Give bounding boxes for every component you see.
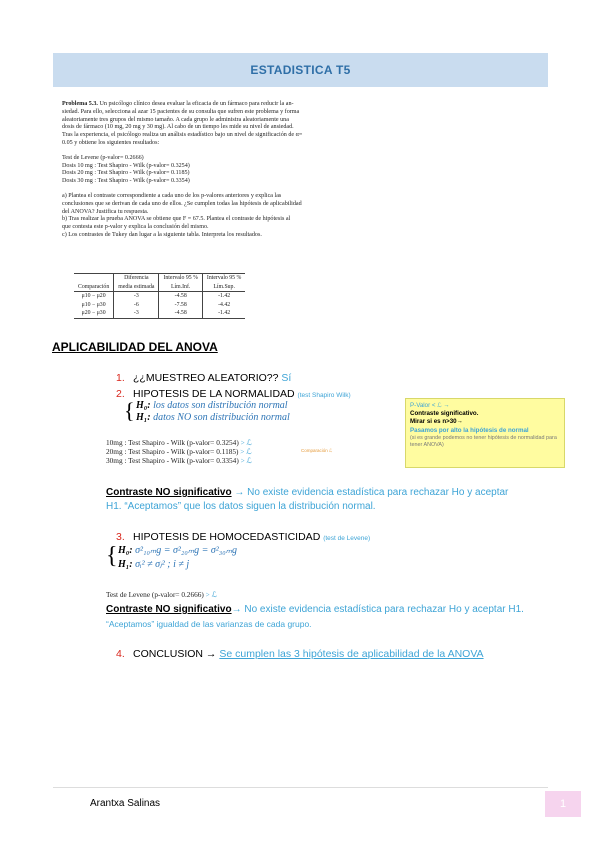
problem-line: dosis de fármaco (10 mg, 20 mg y 30 mg). Al cabo de un tiempo les mide su nivel de ansiedad. xyxy=(62,124,294,131)
table-header-cell: Comparación xyxy=(74,283,114,292)
problem-line: siedad. Para ello, selecciona al azar 15 pacientes de su consulta que sufren este problema y forma xyxy=(62,108,300,115)
h1-label: H₁: xyxy=(136,412,151,423)
comparison-note: Comparación ℒ xyxy=(301,448,333,453)
table-header-cell xyxy=(74,274,114,283)
brace-icon: { xyxy=(106,543,118,569)
table-header-cell: Lím.Inf. xyxy=(159,283,202,292)
table-cell: -6 xyxy=(114,301,159,310)
contrast-text: → No existe evidencia estadística para rechazar Ho y aceptar xyxy=(231,487,509,498)
h0-label: H₀: xyxy=(118,545,133,556)
table-cell: -4.42 xyxy=(202,301,245,310)
item-text: ¿¿MUESTREO ALEATORIO?? xyxy=(133,372,282,384)
comment-line: P-Valor < ℒ → xyxy=(410,402,450,409)
result-line: Test de Levene (p-valor= 0.2666) xyxy=(62,154,144,161)
test-line: 20mg : Test Shapiro - Wilk (p-valor= 0.1185) > ℒ xyxy=(106,447,252,456)
question-line: conclusiones que se derivan de cada uno de ellos. ¿Se cumplen todas las hipótesis de aplicabilidad xyxy=(62,200,302,207)
margin-comment xyxy=(405,398,565,468)
item-title: HIPOTESIS DE LA NORMALIDAD xyxy=(133,388,298,400)
table-cell: -3 xyxy=(114,292,159,301)
contrast-label: Contraste NO significativo xyxy=(106,604,232,615)
problem-line: Problema 5.3. Un psicólogo clínico desea evaluar la eficacia de un fármaco para reducir la an- xyxy=(62,101,294,107)
homoscedasticity-hypotheses xyxy=(106,543,237,572)
test-line: 30mg : Test Shapiro - Wilk (p-valor= 0.3354) > ℒ xyxy=(106,456,252,465)
normality-conclusion xyxy=(106,486,546,514)
page-title: ESTADISTICA T5 xyxy=(250,63,351,77)
table-header-cell: Intervalo 95 % xyxy=(159,274,202,283)
brace-icon: { xyxy=(124,398,135,423)
table-header-cell: Lím.Sup. xyxy=(202,283,245,292)
question-line: b) Tras realizar la prueba ANOVA se obtiene que F = 67.5. Plantea el contraste de hipótesis al xyxy=(62,216,291,223)
item-note: (test de Levene) xyxy=(323,535,371,542)
table-cell: μ20 − μ30 xyxy=(74,309,114,318)
contrast-text: → No existe evidencia estadística para rechazar Ho y aceptar H1. xyxy=(231,604,524,615)
normality-hypotheses xyxy=(124,398,290,424)
question-line: que contesta este p-valor y explica la conclusión del mismo. xyxy=(62,224,209,231)
h1-text: datos NO son distribución normal xyxy=(150,412,290,423)
h1-line xyxy=(110,558,237,572)
levene-result: Test de Levene (p-valor= 0.2666) > ℒ xyxy=(106,590,217,599)
h1-line xyxy=(128,412,290,424)
page-header xyxy=(53,53,548,87)
table-cell: -3 xyxy=(114,309,159,318)
table-cell: -1.42 xyxy=(202,309,245,318)
table-row xyxy=(74,292,245,301)
result-line: Dosis 20 mg : Test Shapiro - Wilk (p-valor= 0.1185) xyxy=(62,170,190,177)
item-number: 4. xyxy=(116,648,125,660)
comment-line: Mirar si es n>30→ xyxy=(410,418,463,426)
comment-line: Contraste significativo. xyxy=(410,410,479,418)
contrast-text-2: “Aceptamos” igualdad de las varianzas de cada grupo. xyxy=(106,619,312,629)
conclusion-label: CONCLUSION → xyxy=(133,648,220,660)
h0-line xyxy=(110,544,237,558)
h1-text: σᵢ² ≠ σⱼ² ; i ≠ j xyxy=(132,559,190,570)
comment-line: (si es grande podemos no tener hipótesis de normalidad para tener ANOVA) xyxy=(410,434,557,448)
item-note: (test Shapiro Wilk) xyxy=(297,392,351,399)
section-title: APLICABILIDAD DEL ANOVA xyxy=(52,340,218,354)
question-line: del ANOVA? Justifica tu respuesta. xyxy=(62,208,149,215)
contrast-text-2: H1. “Aceptamos” que los datos siguen la distribución normal. xyxy=(106,501,376,512)
h0-text: σ²₁₀ₘg = σ²₂₀ₘg = σ²₃₀ₘg xyxy=(132,545,237,556)
table-cell: -4.58 xyxy=(159,309,202,318)
table-row xyxy=(74,309,245,318)
result-line: Dosis 30 mg : Test Shapiro - Wilk (p-valor= 0.3354) xyxy=(62,178,190,185)
problem-line: aleatoriamente tres grupos del mismo tamaño. A cada grupo le administra aleatoriamente una xyxy=(62,116,289,123)
h0-text: los datos son distribución normal xyxy=(150,400,288,411)
item-answer: Sí xyxy=(281,372,292,384)
page-number: 1 xyxy=(545,791,581,817)
table-row xyxy=(74,301,245,310)
problem-line: Tras la experiencia, el psicólogo realiza un análisis estadístico bajo un nivel de significación de α= xyxy=(62,132,303,139)
homoscedasticity-conclusion xyxy=(106,603,556,632)
footer-divider xyxy=(53,787,548,788)
table-cell: -1.42 xyxy=(202,292,245,301)
item-homoscedasticity xyxy=(116,531,370,543)
tukey-table xyxy=(74,273,245,319)
footer-author: Arantxa Salinas xyxy=(90,798,161,809)
table-header-cell: media estimada xyxy=(114,283,159,292)
h0-line xyxy=(128,400,290,412)
item-number: 1. xyxy=(116,372,125,384)
question-line: c) Los contrastes de Tukey dan lugar a la siguiente tabla. Interpreta los resultados. xyxy=(62,231,262,238)
item-number: 3. xyxy=(116,531,125,543)
test-line: 10mg : Test Shapiro - Wilk (p-valor= 0.3254) > ℒ xyxy=(106,438,252,447)
h1-label: H₁: xyxy=(118,559,133,570)
table-cell: -7.58 xyxy=(159,301,202,310)
h0-label: H₀: xyxy=(136,400,151,411)
item-conclusion xyxy=(116,648,484,660)
shapiro-results xyxy=(106,438,252,465)
table-cell: μ10 − μ20 xyxy=(81,293,106,300)
question-line: a) Plantea el contraste correspondiente a cada uno de los p-valores anteriores y explica las xyxy=(62,192,282,199)
item-normality xyxy=(116,388,351,400)
table-header-cell: Diferencia xyxy=(114,274,159,283)
item-title: HIPOTESIS DE HOMOCEDASTICIDAD xyxy=(133,531,324,543)
table-cell: -4.58 xyxy=(159,292,202,301)
result-line: Dosis 10 mg : Test Shapiro - Wilk (p-valor= 0.3254) xyxy=(62,162,190,169)
problem-statement xyxy=(62,101,390,240)
comment-line: Pasamos por alto la hipótesis de normal xyxy=(410,426,529,434)
table-cell: μ10 − μ30 xyxy=(81,301,106,308)
table-header-cell: Intervalo 95 % xyxy=(202,274,245,283)
problem-line: 0.05 y obtiene los siguientes resultados: xyxy=(62,139,160,146)
item-random-sampling xyxy=(116,372,291,384)
conclusion-text: Se cumplen las 3 hipótesis de aplicabilidad de la ANOVA xyxy=(219,648,484,660)
item-number: 2. xyxy=(116,388,125,400)
contrast-label: Contraste NO significativo xyxy=(106,487,232,498)
